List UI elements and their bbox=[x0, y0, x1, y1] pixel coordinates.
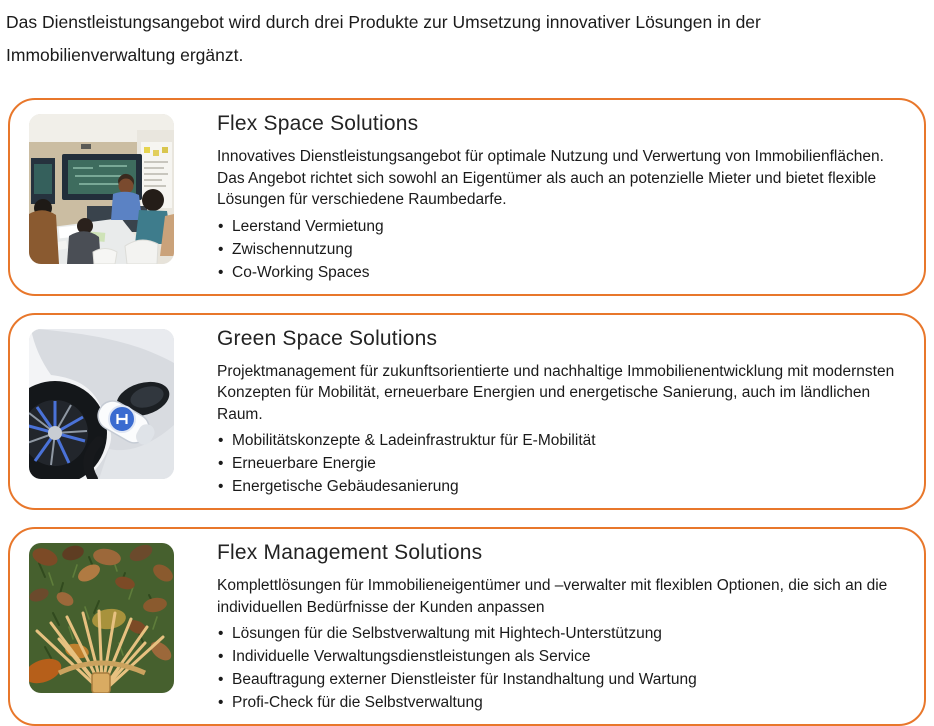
bullet-item: • Beauftragung externer Dienstleister für Instandhaltung und Wartung bbox=[217, 668, 904, 691]
product-card-flex-management bbox=[8, 527, 926, 726]
meeting-room-photo bbox=[29, 114, 174, 264]
intro-text: Das Dienstleistungsangebot wird durch drei Produkte zur Umsetzung innovativer Lösungen in der Immobilienverwaltung ergänzt. bbox=[6, 12, 761, 65]
card-title: Flex Management Solutions bbox=[217, 541, 483, 564]
card-title: Flex Space Solutions bbox=[217, 112, 419, 135]
card-description: Innovatives Dienstleistungsangebot für optimale Nutzung und Verwertung von Immobilienflächen. Das Angebot richtet sich sowohl an Eigentümer als auch an potenzielle Mieter und bietet flexible Lösungen für verschiedene Raumbedarfe. bbox=[217, 148, 884, 208]
bullet-item: • Erneuerbare Energie bbox=[217, 452, 904, 475]
product-card-flex-space bbox=[8, 98, 926, 296]
card-content bbox=[217, 540, 908, 714]
bullet-item: • Profi-Check für die Selbstverwaltung bbox=[217, 691, 904, 714]
card-description: Komplettlösungen für Immobilieneigentümer und –verwalter mit flexiblen Optionen, die sich an die individuellen Bedürfnisse der Kunden anpassen bbox=[217, 577, 888, 616]
bullet-item: • Lösungen für die Selbstverwaltung mit Hightech-Unterstützung bbox=[217, 622, 904, 645]
bullet-list bbox=[217, 215, 904, 284]
product-cards bbox=[8, 98, 926, 726]
card-description: Projektmanagement für zukunftsorientierte und nachhaltige Immobilienentwicklung mit modernsten Konzepten für Mobilität, erneuerbare Energien und energetische Sanierung, auch im ländlichen Raum. bbox=[217, 362, 895, 423]
autumn-rake-photo bbox=[29, 543, 174, 693]
bullet-list bbox=[217, 622, 904, 714]
bullet-item: • Co-Working Spaces bbox=[217, 261, 904, 284]
bullet-item: • Mobilitätskonzepte & Ladeinfrastruktur für E-Mobilität bbox=[217, 429, 904, 452]
card-content bbox=[217, 111, 908, 284]
bullet-item: • Energetische Gebäudesanierung bbox=[217, 475, 904, 498]
card-title: Green Space Solutions bbox=[217, 326, 438, 350]
ev-charging-photo bbox=[29, 329, 174, 479]
bullet-list bbox=[217, 429, 904, 498]
bullet-item: • Zwischennutzung bbox=[217, 238, 904, 261]
bullet-item: • Individuelle Verwaltungsdienstleistungen als Service bbox=[217, 645, 904, 668]
bullet-item: • Leerstand Vermietung bbox=[217, 215, 904, 238]
card-content bbox=[217, 326, 908, 499]
product-card-green-space bbox=[8, 313, 926, 511]
